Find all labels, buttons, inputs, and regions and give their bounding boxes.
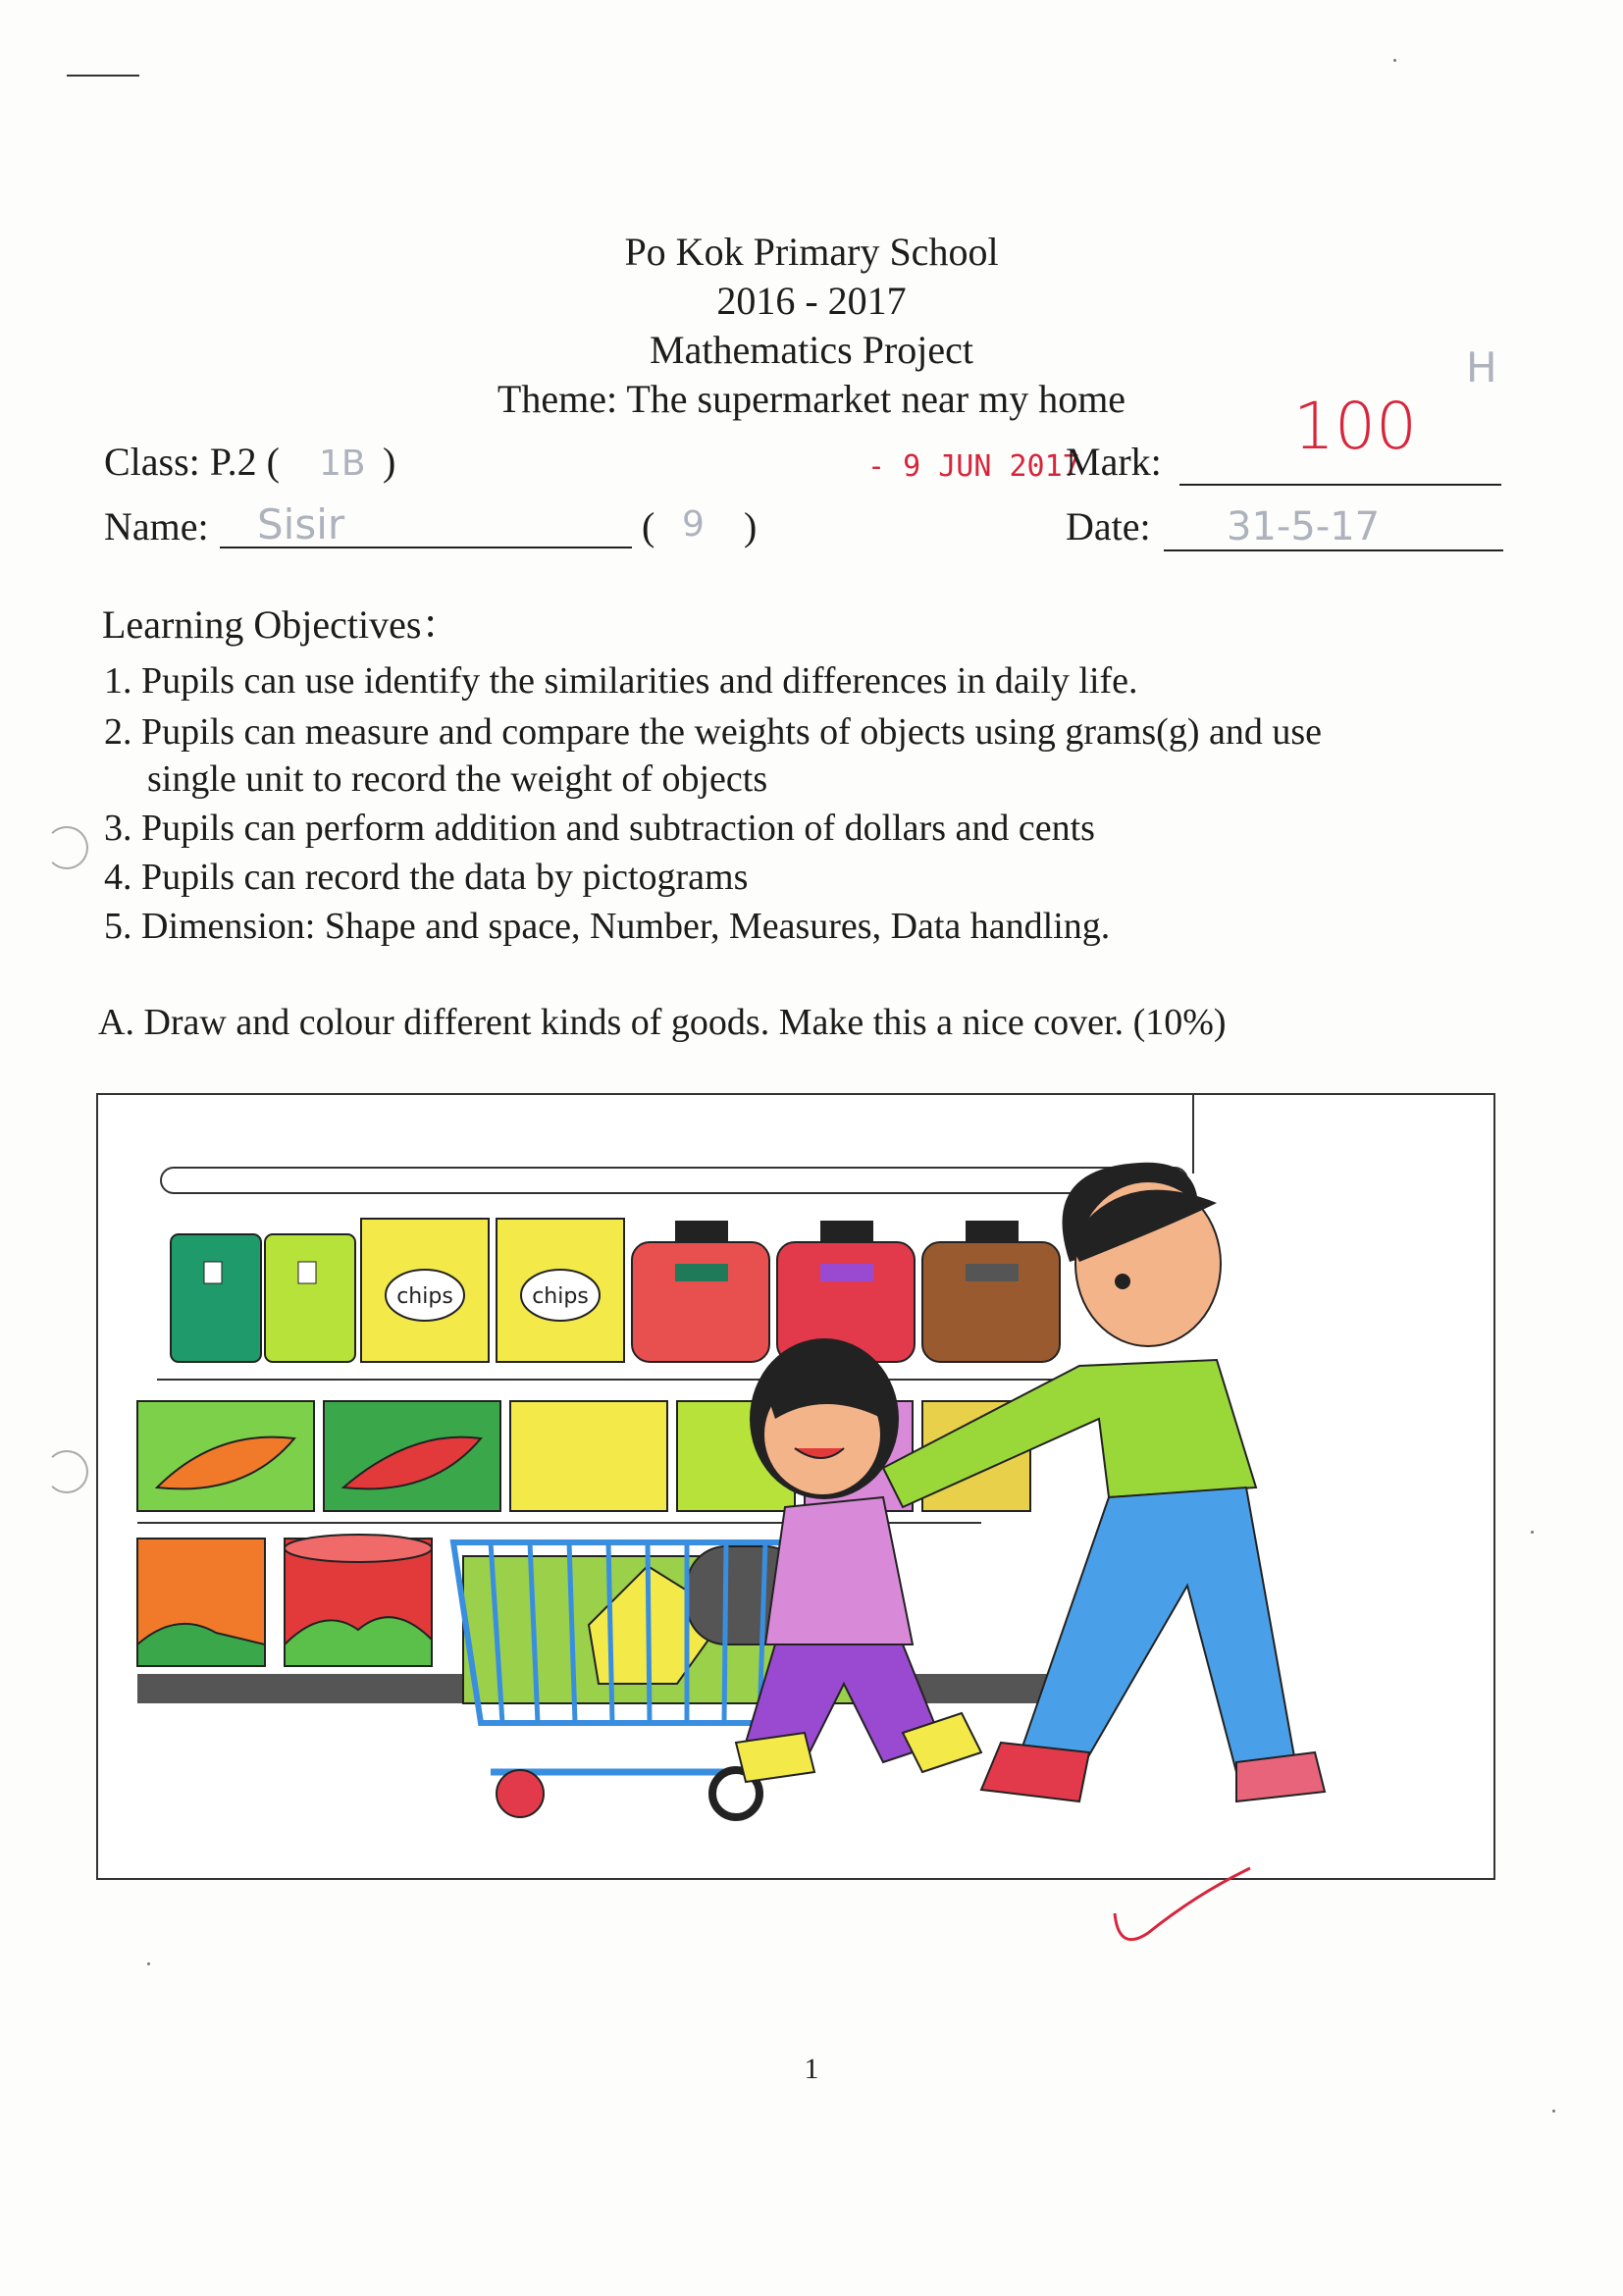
page-number: 1 bbox=[804, 2053, 819, 2085]
school-year: 2016 - 2017 bbox=[716, 279, 907, 323]
project-theme: Theme: The supermarket near my home bbox=[497, 377, 1126, 421]
objective-5: 5. Dimension: Shape and space, Number, Measures, Data handling. bbox=[104, 906, 1111, 947]
objective-4: 4. Pupils can record the data by pictograms bbox=[104, 857, 749, 898]
objective-1: 1. Pupils can use identify the similarities and differences in daily life. bbox=[104, 660, 1138, 702]
supermarket-illustration bbox=[98, 1095, 1493, 1878]
top-shelf-rail bbox=[161, 1168, 1187, 1193]
check-mark-icon bbox=[1109, 1864, 1256, 1953]
school-name: Po Kok Primary School bbox=[624, 230, 999, 274]
cover-drawing bbox=[96, 1093, 1495, 1880]
date-line bbox=[1164, 549, 1503, 551]
brown-jar bbox=[922, 1242, 1060, 1362]
class-label: Class: P.2 ( bbox=[104, 440, 280, 484]
number-open: ( bbox=[642, 504, 655, 548]
scan-speck bbox=[147, 1962, 150, 1965]
objective-3: 3. Pupils can perform addition and subtraction of dollars and cents bbox=[104, 808, 1095, 849]
class-close: ) bbox=[383, 440, 396, 484]
red-jar-1 bbox=[632, 1242, 769, 1362]
lime-box bbox=[265, 1234, 355, 1362]
chips-label-2: chips bbox=[532, 1284, 589, 1309]
objective-2-continued: single unit to record the weight of objects bbox=[147, 758, 768, 800]
scan-speck bbox=[1393, 59, 1396, 62]
objective-2: 2. Pupils can measure and compare the weights of objects using grams(g) and use bbox=[104, 711, 1323, 753]
task-a: A. Draw and colour different kinds of goods. Make this a nice cover. (10%) bbox=[98, 1002, 1227, 1043]
date-value[interactable]: 31-5-17 bbox=[1227, 504, 1381, 549]
date-label: Date: bbox=[1066, 504, 1151, 548]
name-line bbox=[220, 547, 632, 548]
name-label: Name: bbox=[104, 504, 209, 548]
green-box bbox=[171, 1234, 261, 1362]
corner-dash bbox=[67, 75, 139, 77]
project-title: Mathematics Project bbox=[650, 328, 973, 372]
mark-score: 100 bbox=[1293, 389, 1417, 464]
number-value[interactable]: 9 bbox=[682, 504, 705, 545]
number-close: ) bbox=[744, 504, 758, 548]
chips-label-1: chips bbox=[396, 1284, 453, 1309]
scan-speck bbox=[1531, 1531, 1534, 1534]
punch-hole-bottom bbox=[45, 1450, 88, 1493]
mark-label: Mark: bbox=[1066, 440, 1162, 484]
received-stamp: - 9 JUN 2017 bbox=[867, 449, 1080, 484]
objectives-heading: Learning Objectives： bbox=[102, 602, 461, 647]
scan-speck bbox=[1552, 2110, 1555, 2113]
punch-hole-top bbox=[45, 826, 88, 869]
mark-line bbox=[1179, 484, 1501, 486]
name-value[interactable]: Sisir bbox=[257, 500, 345, 548]
class-value[interactable]: 1B bbox=[319, 444, 366, 484]
corner-letter: H bbox=[1466, 343, 1497, 391]
